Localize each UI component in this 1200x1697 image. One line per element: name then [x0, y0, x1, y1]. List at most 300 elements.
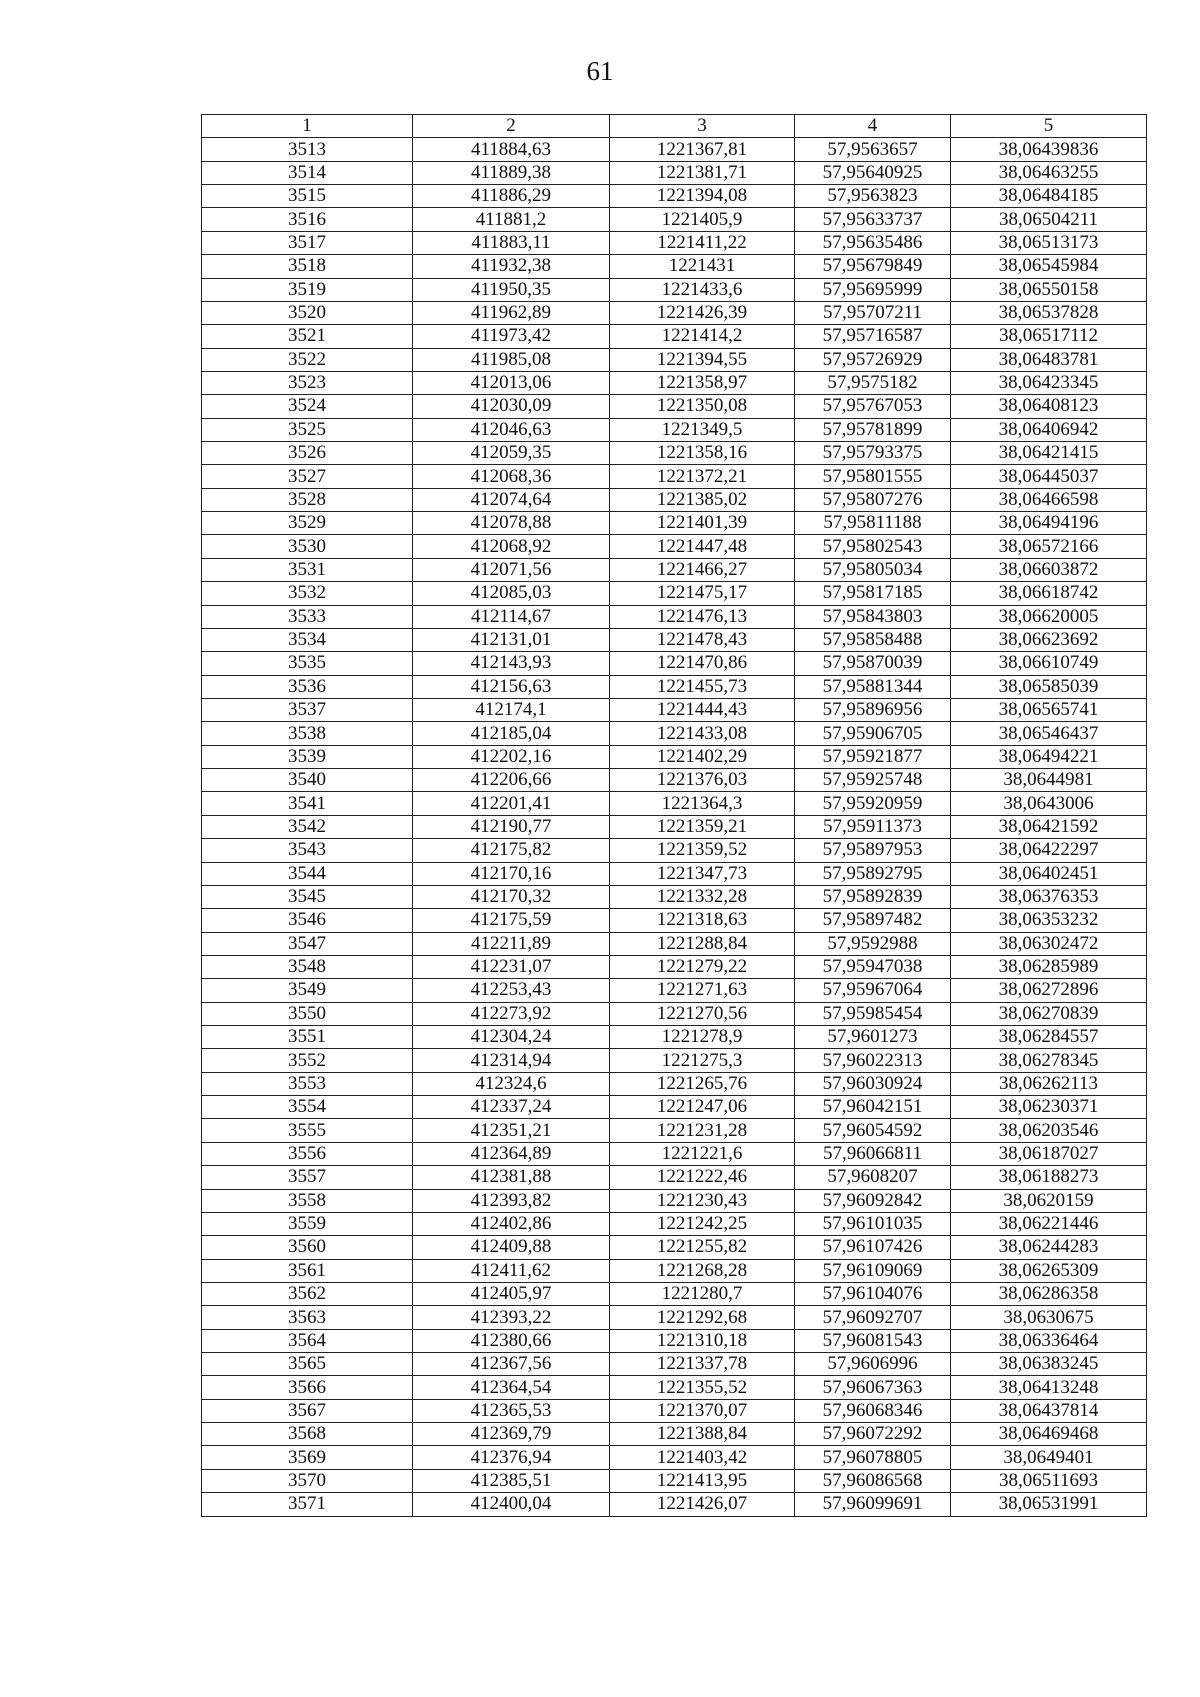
table-cell: 38,06302472 [951, 932, 1147, 955]
table-cell: 57,96101035 [795, 1212, 951, 1235]
table-cell: 412202,16 [413, 745, 610, 768]
table-cell: 1221478,43 [610, 628, 795, 651]
table-cell: 38,06483781 [951, 348, 1147, 371]
table-cell: 38,06618742 [951, 582, 1147, 605]
table-cell: 38,06565741 [951, 698, 1147, 721]
table-cell: 3536 [202, 675, 413, 698]
table-cell: 412253,43 [413, 979, 610, 1002]
table-cell: 38,06603872 [951, 558, 1147, 581]
table-cell: 1221433,08 [610, 722, 795, 745]
table-cell: 1221268,28 [610, 1259, 795, 1282]
table-cell: 412381,88 [413, 1166, 610, 1189]
table-cell: 412231,07 [413, 955, 610, 978]
table-row [202, 1493, 1147, 1516]
table-cell: 411973,42 [413, 325, 610, 348]
table-row [202, 278, 1147, 301]
table-cell: 1221394,08 [610, 185, 795, 208]
table-cell: 3514 [202, 161, 413, 184]
table-row [202, 255, 1147, 278]
table-cell: 57,96092707 [795, 1306, 951, 1329]
table-cell: 3546 [202, 909, 413, 932]
column-header: 5 [951, 115, 1147, 138]
table-cell: 411889,38 [413, 161, 610, 184]
table-cell: 1221470,86 [610, 652, 795, 675]
table-cell: 57,95781899 [795, 418, 951, 441]
table-cell: 1221385,02 [610, 488, 795, 511]
table-cell: 1221359,52 [610, 839, 795, 862]
table-row [202, 371, 1147, 394]
table-cell: 57,9563657 [795, 138, 951, 161]
table-cell: 57,95679849 [795, 255, 951, 278]
table-cell: 3556 [202, 1142, 413, 1165]
table-cell: 411886,29 [413, 185, 610, 208]
table-row [202, 932, 1147, 955]
table-cell: 3570 [202, 1469, 413, 1492]
table-cell: 412201,41 [413, 792, 610, 815]
table-cell: 3555 [202, 1119, 413, 1142]
table-cell: 57,95640925 [795, 161, 951, 184]
table-cell: 1221347,73 [610, 862, 795, 885]
table-cell: 57,95726929 [795, 348, 951, 371]
table-cell: 411884,63 [413, 138, 610, 161]
table-cell: 38,06445037 [951, 465, 1147, 488]
table-row [202, 1212, 1147, 1235]
table-cell: 411985,08 [413, 348, 610, 371]
table-cell: 57,9606996 [795, 1353, 951, 1376]
table-cell: 1221255,82 [610, 1236, 795, 1259]
table-cell: 38,06284557 [951, 1026, 1147, 1049]
table-cell: 38,0644981 [951, 769, 1147, 792]
table-row [202, 535, 1147, 558]
table-cell: 1221337,78 [610, 1353, 795, 1376]
table-cell: 1221332,28 [610, 885, 795, 908]
table-cell: 57,96104076 [795, 1282, 951, 1305]
table-cell: 38,06270839 [951, 1002, 1147, 1025]
table-cell: 3548 [202, 955, 413, 978]
table-row [202, 301, 1147, 324]
table-cell: 38,06402451 [951, 862, 1147, 885]
table-cell: 57,95817185 [795, 582, 951, 605]
table-cell: 412190,77 [413, 815, 610, 838]
table-cell: 57,95911373 [795, 815, 951, 838]
table-cell: 57,96086568 [795, 1469, 951, 1492]
table-cell: 38,06423345 [951, 371, 1147, 394]
table-row [202, 1423, 1147, 1446]
table-cell: 38,06572166 [951, 535, 1147, 558]
table-row [202, 1236, 1147, 1259]
table-row [202, 395, 1147, 418]
table-cell: 3543 [202, 839, 413, 862]
table-cell: 38,06511693 [951, 1469, 1147, 1492]
table-cell: 3519 [202, 278, 413, 301]
table-cell: 57,95695999 [795, 278, 951, 301]
table-cell: 57,96067363 [795, 1376, 951, 1399]
table-cell: 57,95870039 [795, 652, 951, 675]
table-cell: 3523 [202, 371, 413, 394]
table-cell: 412351,21 [413, 1119, 610, 1142]
table-cell: 57,95767053 [795, 395, 951, 418]
table-row [202, 442, 1147, 465]
table-cell: 1221318,63 [610, 909, 795, 932]
table-cell: 38,0649401 [951, 1446, 1147, 1469]
table-cell: 1221411,22 [610, 231, 795, 254]
table-cell: 412046,63 [413, 418, 610, 441]
table-cell: 38,06437814 [951, 1399, 1147, 1422]
table-cell: 38,06517112 [951, 325, 1147, 348]
table-cell: 38,06272896 [951, 979, 1147, 1002]
table-cell: 412074,64 [413, 488, 610, 511]
table-cell: 38,06504211 [951, 208, 1147, 231]
table-cell: 1221270,56 [610, 1002, 795, 1025]
table-cell: 3565 [202, 1353, 413, 1376]
table-row [202, 1166, 1147, 1189]
table-cell: 38,06537828 [951, 301, 1147, 324]
table-row [202, 1072, 1147, 1095]
table-cell: 412400,04 [413, 1493, 610, 1516]
table-cell: 1221230,43 [610, 1189, 795, 1212]
table-row [202, 1306, 1147, 1329]
table-cell: 412337,24 [413, 1096, 610, 1119]
table-cell: 1221376,03 [610, 769, 795, 792]
table-cell: 38,06469468 [951, 1423, 1147, 1446]
table-cell: 3520 [202, 301, 413, 324]
table-row [202, 979, 1147, 1002]
table-cell: 3559 [202, 1212, 413, 1235]
table-row [202, 1469, 1147, 1492]
table-cell: 38,06203546 [951, 1119, 1147, 1142]
table-cell: 3518 [202, 255, 413, 278]
table-cell: 412131,01 [413, 628, 610, 651]
table-cell: 412367,56 [413, 1353, 610, 1376]
table-cell: 3560 [202, 1236, 413, 1259]
table-cell: 411883,11 [413, 231, 610, 254]
table-cell: 38,06620005 [951, 605, 1147, 628]
table-cell: 3549 [202, 979, 413, 1002]
table-cell: 3571 [202, 1493, 413, 1516]
table-row [202, 231, 1147, 254]
table-row [202, 1002, 1147, 1025]
table-row [202, 488, 1147, 511]
table-row [202, 628, 1147, 651]
table-cell: 38,06353232 [951, 909, 1147, 932]
table-cell: 1221466,27 [610, 558, 795, 581]
table-cell: 38,06422297 [951, 839, 1147, 862]
table-row [202, 1353, 1147, 1376]
table-row [202, 582, 1147, 605]
table-cell: 412068,92 [413, 535, 610, 558]
table-cell: 3552 [202, 1049, 413, 1072]
table-row [202, 1376, 1147, 1399]
table-cell: 38,06546437 [951, 722, 1147, 745]
table-cell: 57,95793375 [795, 442, 951, 465]
table-cell: 57,95858488 [795, 628, 951, 651]
table-cell: 57,95921877 [795, 745, 951, 768]
table-row [202, 465, 1147, 488]
table-row [202, 769, 1147, 792]
table-cell: 38,06230371 [951, 1096, 1147, 1119]
table-cell: 57,95967064 [795, 979, 951, 1002]
table-cell: 3566 [202, 1376, 413, 1399]
table-row [202, 1026, 1147, 1049]
table-row [202, 1049, 1147, 1072]
table-cell: 57,9592988 [795, 932, 951, 955]
column-header: 1 [202, 115, 413, 138]
table-cell: 1221367,81 [610, 138, 795, 161]
table-cell: 412273,92 [413, 1002, 610, 1025]
table-cell: 57,95947038 [795, 955, 951, 978]
table-cell: 412405,97 [413, 1282, 610, 1305]
table-cell: 412304,24 [413, 1026, 610, 1049]
table-row [202, 1259, 1147, 1282]
table-row [202, 698, 1147, 721]
table-row [202, 161, 1147, 184]
table-cell: 412143,93 [413, 652, 610, 675]
table-cell: 3541 [202, 792, 413, 815]
table-row [202, 1142, 1147, 1165]
table-cell: 412211,89 [413, 932, 610, 955]
table-cell: 412364,89 [413, 1142, 610, 1165]
table-cell: 412170,16 [413, 862, 610, 885]
table-cell: 38,06545984 [951, 255, 1147, 278]
table-cell: 3551 [202, 1026, 413, 1049]
table-cell: 57,95892795 [795, 862, 951, 885]
table-cell: 3530 [202, 535, 413, 558]
table-cell: 38,06383245 [951, 1353, 1147, 1376]
table-cell: 3517 [202, 231, 413, 254]
table-cell: 3539 [202, 745, 413, 768]
table-cell: 412071,56 [413, 558, 610, 581]
table-cell: 38,06466598 [951, 488, 1147, 511]
table-cell: 38,06188273 [951, 1166, 1147, 1189]
table-cell: 1221444,43 [610, 698, 795, 721]
table-cell: 3513 [202, 138, 413, 161]
table-cell: 57,95707211 [795, 301, 951, 324]
table-cell: 57,95807276 [795, 488, 951, 511]
table-cell: 38,06376353 [951, 885, 1147, 908]
table-cell: 38,06336464 [951, 1329, 1147, 1352]
table-cell: 57,9563823 [795, 185, 951, 208]
table-cell: 38,06494221 [951, 745, 1147, 768]
table-cell: 38,06484185 [951, 185, 1147, 208]
table-cell: 38,06463255 [951, 161, 1147, 184]
table-cell: 57,95843803 [795, 605, 951, 628]
table-cell: 57,96066811 [795, 1142, 951, 1165]
table-cell: 57,9601273 [795, 1026, 951, 1049]
table-cell: 38,06221446 [951, 1212, 1147, 1235]
table-cell: 1221394,55 [610, 348, 795, 371]
column-header: 4 [795, 115, 951, 138]
table-cell: 57,96099691 [795, 1493, 951, 1516]
table-cell: 1221222,46 [610, 1166, 795, 1189]
table-cell: 57,96042151 [795, 1096, 951, 1119]
table-cell: 57,96107426 [795, 1236, 951, 1259]
table-cell: 38,06285989 [951, 955, 1147, 978]
table-cell: 1221426,07 [610, 1493, 795, 1516]
table-cell: 38,06408123 [951, 395, 1147, 418]
table-row [202, 1282, 1147, 1305]
table-cell: 3524 [202, 395, 413, 418]
table-cell: 1221388,84 [610, 1423, 795, 1446]
table-cell: 3535 [202, 652, 413, 675]
table-cell: 3527 [202, 465, 413, 488]
table-cell: 1221279,22 [610, 955, 795, 978]
table-cell: 412114,67 [413, 605, 610, 628]
table-cell: 412174,1 [413, 698, 610, 721]
table-cell: 3547 [202, 932, 413, 955]
table-cell: 57,96054592 [795, 1119, 951, 1142]
table-cell: 412030,09 [413, 395, 610, 418]
table-row [202, 348, 1147, 371]
table-cell: 57,95633737 [795, 208, 951, 231]
table-cell: 1221431 [610, 255, 795, 278]
table-cell: 38,06513173 [951, 231, 1147, 254]
table-cell: 57,96068346 [795, 1399, 951, 1422]
table-cell: 412170,32 [413, 885, 610, 908]
table-cell: 3522 [202, 348, 413, 371]
table-cell: 412364,54 [413, 1376, 610, 1399]
table-cell: 57,95906705 [795, 722, 951, 745]
table-cell: 1221349,5 [610, 418, 795, 441]
table-cell: 38,06286358 [951, 1282, 1147, 1305]
table-cell: 57,96030924 [795, 1072, 951, 1095]
column-header: 2 [413, 115, 610, 138]
table-row [202, 885, 1147, 908]
table-row [202, 208, 1147, 231]
table-cell: 1221310,18 [610, 1329, 795, 1352]
table-cell: 1221358,97 [610, 371, 795, 394]
table-cell: 38,06585039 [951, 675, 1147, 698]
table-cell: 412380,66 [413, 1329, 610, 1352]
table-cell: 3554 [202, 1096, 413, 1119]
table-cell: 1221381,71 [610, 161, 795, 184]
table-cell: 412376,94 [413, 1446, 610, 1469]
table-cell: 412013,06 [413, 371, 610, 394]
table-cell: 411881,2 [413, 208, 610, 231]
table-row [202, 675, 1147, 698]
table-cell: 57,95892839 [795, 885, 951, 908]
table-cell: 1221447,48 [610, 535, 795, 558]
table-cell: 412085,03 [413, 582, 610, 605]
table-cell: 57,95897953 [795, 839, 951, 862]
table-header-row [202, 115, 1147, 138]
table-row [202, 955, 1147, 978]
table-cell: 38,06406942 [951, 418, 1147, 441]
table-cell: 1221405,9 [610, 208, 795, 231]
table-cell: 412411,62 [413, 1259, 610, 1282]
table-cell: 38,06262113 [951, 1072, 1147, 1095]
table-cell: 412175,82 [413, 839, 610, 862]
table-cell: 57,95811188 [795, 512, 951, 535]
table-cell: 3532 [202, 582, 413, 605]
table-cell: 57,95896956 [795, 698, 951, 721]
table-row [202, 418, 1147, 441]
page-number: 61 [586, 56, 614, 86]
table-cell: 1221370,07 [610, 1399, 795, 1422]
table-cell: 1221401,39 [610, 512, 795, 535]
table-cell: 38,06531991 [951, 1493, 1147, 1516]
table-cell: 1221475,17 [610, 582, 795, 605]
table-cell: 412314,94 [413, 1049, 610, 1072]
table-cell: 38,06610749 [951, 652, 1147, 675]
coordinates-table [201, 114, 1147, 1517]
table-row [202, 558, 1147, 581]
table-cell: 1221242,25 [610, 1212, 795, 1235]
table-cell: 3529 [202, 512, 413, 535]
table-cell: 3538 [202, 722, 413, 745]
table-row [202, 652, 1147, 675]
table-cell: 3531 [202, 558, 413, 581]
table-cell: 57,96022313 [795, 1049, 951, 1072]
table-row [202, 909, 1147, 932]
table-cell: 57,95802543 [795, 535, 951, 558]
table-body [202, 138, 1147, 1516]
table-row [202, 605, 1147, 628]
table-cell: 1221231,28 [610, 1119, 795, 1142]
table-cell: 57,95920959 [795, 792, 951, 815]
table-cell: 38,06439836 [951, 138, 1147, 161]
table-row [202, 185, 1147, 208]
table-cell: 3528 [202, 488, 413, 511]
table-cell: 38,0630675 [951, 1306, 1147, 1329]
table-cell: 57,95716587 [795, 325, 951, 348]
table-cell: 57,96109069 [795, 1259, 951, 1282]
table-cell: 1221433,6 [610, 278, 795, 301]
table-cell: 1221278,9 [610, 1026, 795, 1049]
table-cell: 3516 [202, 208, 413, 231]
table-cell: 3534 [202, 628, 413, 651]
table-cell: 38,0643006 [951, 792, 1147, 815]
table-cell: 57,95635486 [795, 231, 951, 254]
table-cell: 57,95805034 [795, 558, 951, 581]
table-row [202, 325, 1147, 348]
table-cell: 3526 [202, 442, 413, 465]
table-cell: 57,95801555 [795, 465, 951, 488]
table-cell: 38,06421415 [951, 442, 1147, 465]
table-cell: 38,06421592 [951, 815, 1147, 838]
table-cell: 3563 [202, 1306, 413, 1329]
table-cell: 38,0620159 [951, 1189, 1147, 1212]
table-cell: 1221414,2 [610, 325, 795, 348]
table-cell: 38,06494196 [951, 512, 1147, 535]
table-cell: 412059,35 [413, 442, 610, 465]
table-cell: 412365,53 [413, 1399, 610, 1422]
table-cell: 1221280,7 [610, 1282, 795, 1305]
table-cell: 38,06278345 [951, 1049, 1147, 1072]
table-row [202, 722, 1147, 745]
table-cell: 38,06244283 [951, 1236, 1147, 1259]
table-cell: 1221350,08 [610, 395, 795, 418]
table-cell: 1221372,21 [610, 465, 795, 488]
table-cell: 3537 [202, 698, 413, 721]
table-row [202, 1399, 1147, 1422]
table-cell: 412068,36 [413, 465, 610, 488]
table-cell: 412393,22 [413, 1306, 610, 1329]
table-cell: 1221476,13 [610, 605, 795, 628]
table-cell: 1221265,76 [610, 1072, 795, 1095]
table-cell: 412324,6 [413, 1072, 610, 1095]
table-cell: 57,9575182 [795, 371, 951, 394]
table-cell: 38,06413248 [951, 1376, 1147, 1399]
table-cell: 412393,82 [413, 1189, 610, 1212]
table-cell: 3561 [202, 1259, 413, 1282]
table-cell: 1221292,68 [610, 1306, 795, 1329]
table-cell: 412206,66 [413, 769, 610, 792]
table-cell: 57,96081543 [795, 1329, 951, 1352]
table-cell: 57,95897482 [795, 909, 951, 932]
table-cell: 411950,35 [413, 278, 610, 301]
table-cell: 1221402,29 [610, 745, 795, 768]
table-cell: 3564 [202, 1329, 413, 1352]
